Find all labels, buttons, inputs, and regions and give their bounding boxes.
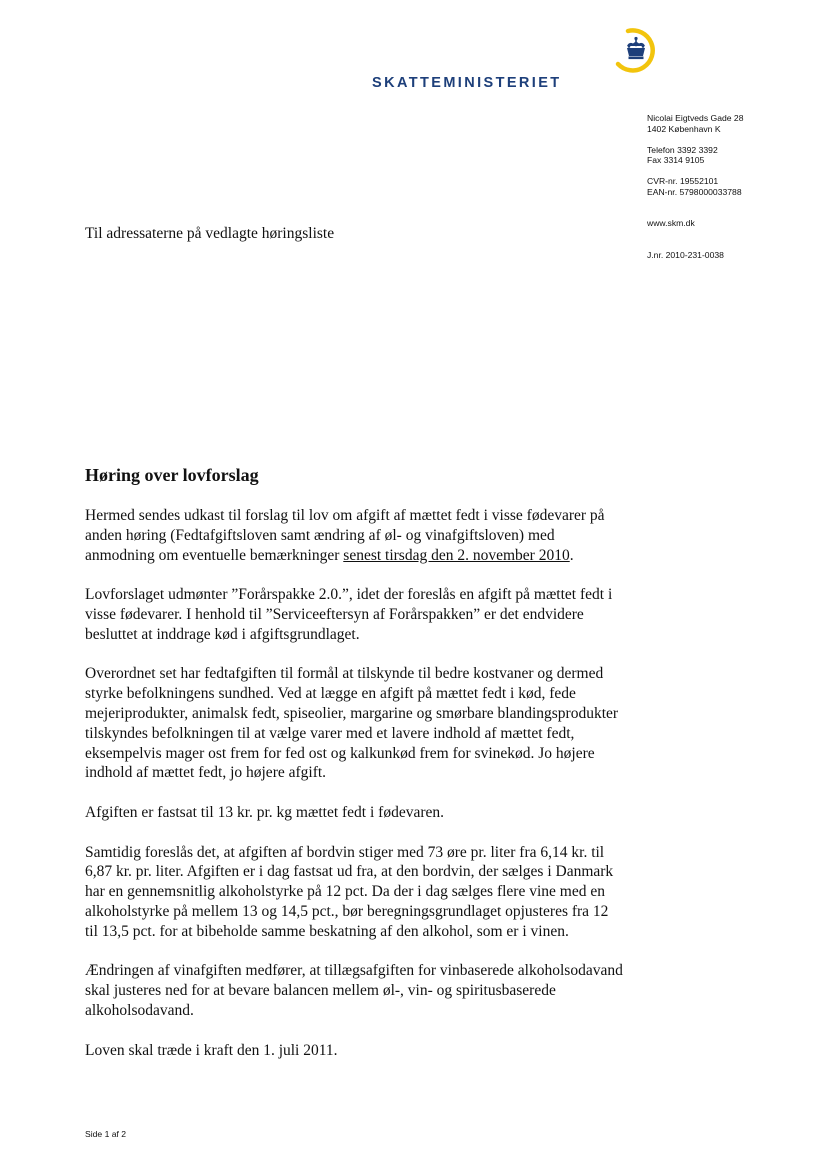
recipient-line: Til adressaterne på vedlagte høringsliste — [85, 225, 335, 242]
paragraph-6: Ændringen af vinafgiften medfører, at tillægsafgiften for vinbaserede alkoholsodavand skal justeres ned for at bevare balancen mellem øl-, vin- og spiritusbaserede alkoholsodavand. — [85, 962, 623, 1019]
website-link[interactable]: www.skm.dk — [647, 218, 695, 228]
paragraph-7: Loven skal træde i kraft den 1. juli 2011. — [85, 1041, 338, 1059]
address-street: Nicolai Eigtveds Gade 28 — [647, 113, 744, 123]
deadline-text: senest tirsdag den 2. november 2010 — [343, 546, 570, 564]
fax-number: Fax 3314 9105 — [647, 155, 705, 165]
letter-body — [85, 465, 625, 1080]
phone-number: Telefon 3392 3392 — [647, 144, 718, 155]
page-number: Side 1 af 2 — [85, 1129, 127, 1139]
paragraph-1: Hermed sendes udkast til forslag til lov om afgift af mættet fedt i visse fødevarer på anden høring (Fedtafgiftsloven samt ændring af øl- og vinafgiftsloven) med anmodning om eventuelle bemærkninger senest tirsdag den 2. november 2010. — [85, 507, 605, 564]
paragraph-3: Overordnet set har fedtafgiften til formål at tilskynde til bedre kostvaner og dermed styrke befolkningens sundhed. Ved at lægge en afgift på mættet fedt i kød, fede mejeriprodukter, animalsk fedt, spiseolier, margarine og smørbare blandingsprodukter tilskyndes befolkningen til at vælge varer med et lavere indhold af mættet fedt, eksempelvis mager ost frem for fed ost og kalkunkød frem for svinekød. Jo højere indhold af mættet fedt, jo højere afgift. — [85, 665, 619, 782]
ean-number: EAN-nr. 5798000033788 — [647, 186, 742, 197]
sender-info — [647, 113, 817, 260]
letter-heading: Høring over lovforslag — [85, 465, 259, 485]
paragraph-5: Samtidig foreslås det, at afgiften af bordvin stiger med 73 øre pr. liter fra 6,14 kr. til 6,87 kr. pr. liter. Afgiften er i dag fastsat ud fra, at den bordvin, der sælges i Danmark har en gennemsnitlig alkoholstyrke på 12 pct. Da der i dag sælges flere vine med en alkoholstyrke på mellem 13 og 14,5 pct., bør beregningsgrundlaget opjusteres fra 12 til 13,5 pct. for at bibeholde samme beskatning af den alkohol, som er i vinen. — [85, 843, 614, 940]
journal-number: J.nr. 2010-231-0038 — [647, 249, 724, 260]
address-city: 1402 København K — [647, 123, 721, 134]
crown-emblem-icon — [612, 26, 660, 74]
cvr-number: CVR-nr. 19552101 — [647, 176, 719, 186]
ministry-name: SKATTEMINISTERIET — [372, 75, 562, 91]
ministry-logo — [372, 26, 642, 96]
paragraph-4: Afgiften er fastsat til 13 kr. pr. kg mættet fedt i fødevaren. — [85, 803, 444, 821]
paragraph-2: Lovforslaget udmønter ”Forårspakke 2.0.”, idet der foreslås en afgift på mættet fedt i visse fødevarer. I henhold til ”Serviceeftersyn af Forårspakken” er det endvidere besluttet at inddrage kød i afgiftsgrundlaget. — [85, 586, 613, 643]
